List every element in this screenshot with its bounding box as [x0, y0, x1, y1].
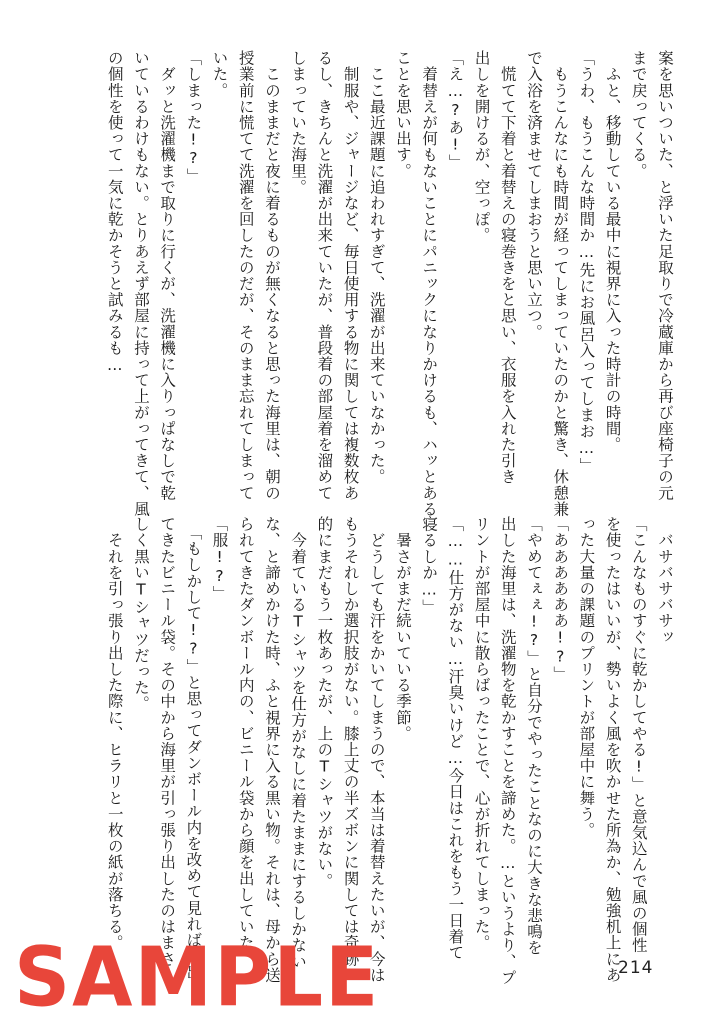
text-line: の個性を使って一気に乾かそうと試みるも…	[105, 50, 124, 375]
text-line: 「ああああああ!?」	[551, 516, 570, 682]
text-line: 着替えが何もないことにパニックになりかけるも、ハッとある	[420, 50, 439, 517]
text-line: 「こんなものすぐに乾かしてやる!」と意気込んで風の個性	[629, 516, 648, 954]
text-line: 暑さがまだ続いている季節。	[393, 516, 412, 742]
sample-watermark: SAMPLE	[14, 930, 381, 1025]
text-line: 案を思いついた、と浮いた足取りで冷蔵庫から再び座椅子の元	[656, 50, 674, 501]
text-line: 「うわ、もうこんな時間か…先にお風呂入ってしまお…」	[577, 50, 596, 474]
text-line: 制服や、ジャージなど、毎日使用する物に関しては複数枚あ	[341, 50, 360, 501]
text-line: 出しを開けるが、空っぽ。	[472, 50, 491, 244]
text-line: 「やめてぇぇ!?」と自分でやったことなのに大きな悲鳴を	[524, 516, 543, 956]
text-line: リントが部屋中に散らばったことで、心が折れてしまった。	[472, 516, 491, 951]
text-line: てきたビニール袋。その中から海里が引っ張り出したのはまさ	[158, 516, 177, 967]
text-line: 今着ているTシャツを仕方がなしに着たままにするしかない	[289, 516, 308, 970]
text-line: しまっていた海里。	[289, 50, 308, 195]
text-line: いているわけもない。とりあえず部屋に持って上がってきて、風	[131, 50, 150, 517]
text-line: 「……仕方がない…汗臭いけど…今日はこれをもう一日着て	[446, 516, 465, 961]
text-line: もうこんなにも時間が経ってしまっていたのかと驚き、休憩兼	[551, 50, 570, 517]
text-line: しく黒いTシャツだった。	[131, 516, 150, 712]
text-line: このままだと夜に着るものが無くなると思った海里は、朝の	[262, 50, 281, 501]
text-line: で入浴を済ませてしまおうと思い立つ。	[524, 50, 543, 340]
text-line: まで戻ってくる。	[629, 50, 648, 179]
text-line: った大量の課題のプリントが部屋中に舞う。	[577, 516, 596, 838]
text-line: それを引っ張り出した際に、ヒラリと一枚の紙が落ちる。	[105, 516, 124, 951]
text-line: ここ最近課題に追われすぎて、洗濯が出来ていなかった。	[367, 50, 386, 485]
text-line: バサバサバサッ	[656, 516, 674, 645]
text-line: ダッと洗濯機まで取りに行くが、洗濯機に入りっぱなしで乾	[158, 50, 177, 501]
text-line: いた。	[210, 50, 229, 99]
text-line: 授業前に慌てて洗濯を回したのだが、そのまま忘れてしまって	[236, 50, 255, 501]
text-line: どうしても汗をかいてしまうので、本当は着替えたいが、今は	[367, 516, 386, 983]
text-line: ふと、移動している最中に視界に入った時計の時間。	[603, 50, 622, 453]
page-number: 214	[618, 958, 654, 978]
text-line: ことを思い出す。	[393, 50, 412, 179]
text-line: もうそれしか選択肢がない。膝上丈の半ズボンに関しては奇跡	[341, 516, 360, 967]
text-line: 寝るしか…」	[420, 516, 439, 616]
text-line: 出した海里は、洗濯物を乾かすことを諦めた。…というより、プ	[498, 516, 517, 986]
text-line: 「もしかして!?」と思ってダンボール内を改めて見れば、出	[184, 516, 203, 981]
text-line: 的にまだもう一枚あったが、上のTシャツがない。	[315, 516, 334, 889]
text-line: を使ったはいいが、勢いよく風を吹かせた所為か、勉強机上にあ	[603, 516, 622, 983]
text-line: られてきたダンボール内の、ビニール袋から顔を出していた。	[236, 516, 255, 967]
text-line: るし、きちんと洗濯が出来ていたが、普段着の部屋着を溜めて	[315, 50, 334, 501]
text-line: な、と諦めかけた時、ふと視界に入る黒い物。それは、母から送	[262, 516, 281, 983]
text-line: 「しまった!?」	[184, 50, 203, 184]
text-line: 慌てて下着と着替えの寝巻きをと思い、衣服を入れた引き	[498, 50, 517, 485]
text-line: 「え…?あ!」	[446, 50, 465, 171]
text-line: 「服!?」	[210, 516, 229, 602]
upper-text-block	[58, 50, 678, 517]
